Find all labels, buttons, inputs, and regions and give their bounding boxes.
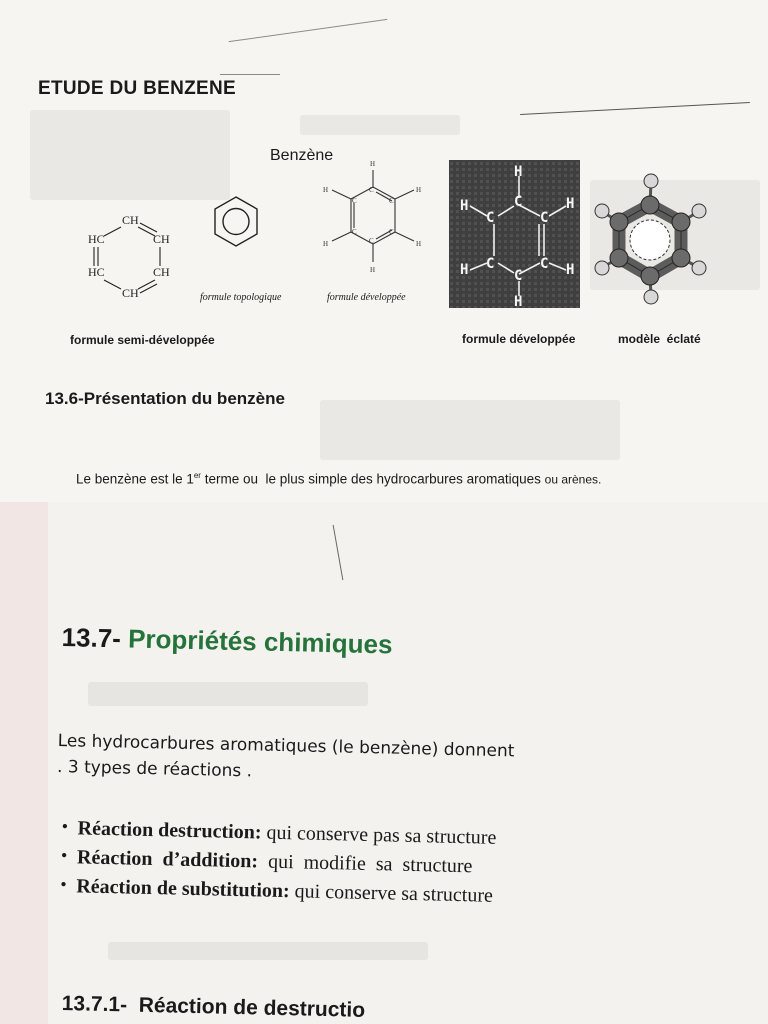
intro-text-tail: ou arènes. [544,472,602,487]
section-heading-13-7-1: 13.7.1- Réaction de destructio [61,992,366,1022]
reaction-description: qui conserve pas sa structure [261,821,497,849]
atom-label: H [370,266,376,274]
reaction-types-intro [57,728,515,790]
reaction-types-list [60,814,497,911]
bleed-through [320,400,620,460]
atom-label: C [352,228,357,236]
intro-line: Les hydrocarbures aromatiques (le benzène) donnent [57,730,515,762]
reaction-name: Réaction destruction: [77,817,262,844]
bottom-page [48,502,768,1024]
reaction-description: qui conserve sa structure [289,880,494,907]
atom-label: C [389,197,394,205]
semi-developed-caption: formule semi-développée [70,333,215,347]
bleed-through [88,682,368,706]
atom-label: CH [153,265,170,279]
atom-label: H [566,196,575,212]
topological-caption: formule topologique [200,292,282,303]
atom-label: CH [153,232,170,246]
page-title: ETUDE DU BENZENE [38,78,236,99]
small-developed-formula [323,160,421,274]
section-heading-13-6: 13.6-Présentation du benzène [45,389,285,408]
reaction-description: qui modifie sa structure [257,850,473,878]
top-page [0,0,768,502]
bleed-through [108,942,428,960]
atom-label: C [389,228,394,236]
reaction-name: Réaction d’addition: [76,846,259,873]
atom-label: H [566,262,575,278]
atom-label: C [486,256,495,272]
atom-label: H [323,186,329,194]
developed-caption-small: formule développée [327,292,406,303]
atom-label: HC [88,232,105,246]
heading-number: 13.7- [61,622,129,654]
atom-label: C [514,194,523,210]
exploded-caption: modèle éclaté [618,332,701,346]
intro-line: . 3 types de réactions . [56,756,253,782]
reaction-name: Réaction de substitution: [76,875,290,903]
benzene-formulas-figure [0,0,768,360]
atom-label: CH [122,286,139,300]
atom-label: CH [122,213,139,227]
atom-label: C [369,186,374,194]
intro-text-part: terme ou le plus simple des hydrocarbures aromatiques [200,471,545,487]
atom-label: C [540,210,549,226]
benzene-label: Benzène [270,147,334,164]
intro-superscript: er [193,471,201,480]
exploded-model [595,174,706,304]
atom-label: C [540,256,549,272]
atom-label: H [514,294,523,310]
benzene-intro-text [76,471,601,487]
atom-label: H [370,160,376,168]
atom-label: H [460,262,469,278]
atom-label: C [352,197,357,205]
heading-text: Propriétés chimiques [127,623,393,660]
atom-label: C [369,237,374,245]
topological-formula [215,197,257,246]
developed-caption: formule développée [462,332,576,346]
page-edge [0,502,48,1024]
section-heading-13-7 [61,622,393,660]
atom-label: H [323,240,329,248]
semi-developed-formula [88,213,170,300]
scan-line [333,525,344,580]
atom-label: H [416,240,422,248]
atom-label: H [514,164,523,180]
intro-text-part: Le benzène est le 1 [76,471,194,487]
atom-label: C [486,210,495,226]
developed-formula-panel [449,160,580,310]
atom-label: H [460,198,469,214]
atom-label: H [416,186,422,194]
atom-label: C [514,268,523,284]
atom-label: HC [88,265,105,279]
